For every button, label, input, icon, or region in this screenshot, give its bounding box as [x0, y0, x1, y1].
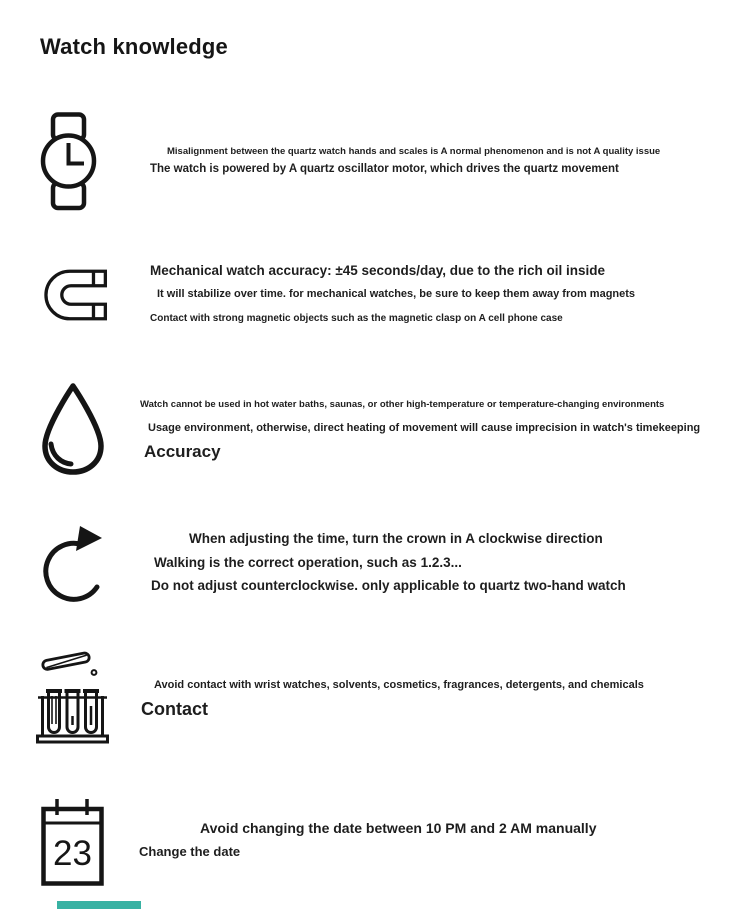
- note-line: The watch is powered by A quartz oscillator motor, which drives the quartz movement: [150, 163, 619, 175]
- note-line: Mechanical watch accuracy: ±45 seconds/day, due to the rich oil inside: [150, 263, 606, 278]
- note-heading: Contact: [141, 699, 208, 719]
- note-line: Do not adjust counterclockwise. only applicable to quartz two-hand watch: [151, 578, 626, 593]
- note-line: Usage environment, otherwise, direct heating of movement will cause imprecision in watch's timekeeping: [148, 422, 701, 434]
- wristwatch-icon: [40, 112, 98, 211]
- water-drop-icon: [38, 382, 108, 476]
- calendar-icon: [40, 794, 105, 887]
- note-line: Watch cannot be used in hot water baths, saunas, or other high-temperature or temperature-changing environments: [140, 399, 665, 410]
- note-line: Misalignment between the quartz watch hands and scales is A normal phenomenon and is not A quality issue: [167, 146, 661, 157]
- note-line: When adjusting the time, turn the crown in A clockwise direction: [189, 531, 603, 546]
- note-line: It will stabilize over time. for mechanical watches, be sure to keep them away from magnets: [157, 288, 636, 300]
- note-line: Walking is the correct operation, such as 1.2.3...: [154, 555, 462, 570]
- note-heading: Accuracy: [144, 442, 221, 461]
- magnet-icon: [42, 267, 108, 323]
- page-title: Watch knowledge: [40, 34, 228, 59]
- note-line: Contact with strong magnetic objects such as the magnetic clasp on A cell phone case: [150, 313, 563, 324]
- clockwise-arrow-icon: [42, 524, 108, 611]
- teal-accent-bar: [57, 901, 141, 909]
- note-line: Change the date: [139, 844, 241, 859]
- calendar-day-number: 23: [53, 834, 92, 873]
- note-line: Avoid contact with wrist watches, solvents, cosmetics, fragrances, detergents, and chemicals: [154, 679, 644, 691]
- note-line: Avoid changing the date between 10 PM and 2 AM manually: [200, 820, 597, 836]
- test-tubes-icon: [36, 650, 109, 744]
